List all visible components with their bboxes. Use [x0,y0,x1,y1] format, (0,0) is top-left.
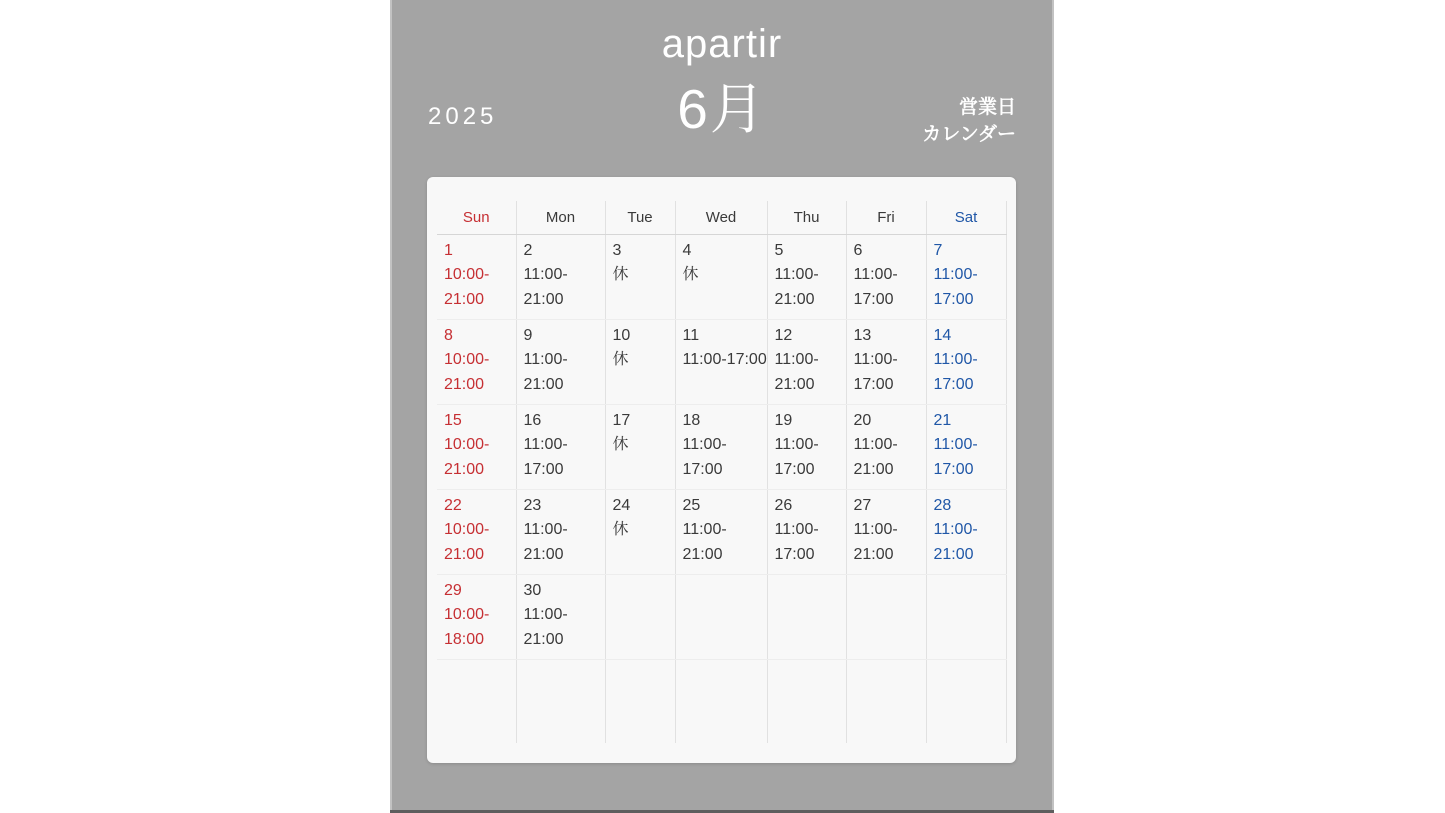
hours-line: 11:00- [682,436,727,453]
day-cell-12 [767,319,846,404]
calendar-type-label [922,94,1016,148]
calendar-card [427,177,1016,763]
day-cell-20 [846,404,926,489]
day-number: 3 [612,241,622,259]
day-number: 10 [612,326,631,344]
day-cell-19 [767,404,846,489]
empty-cell [437,659,516,743]
day-number: 17 [612,411,631,429]
hours-line: 11:00- [523,606,568,623]
empty-cell [926,659,1006,743]
empty-cell [675,659,767,743]
hours-line: 11:00- [933,351,978,368]
weekday-fri: Fri [846,201,926,234]
brand-logo: apartir [661,22,783,66]
week-row [437,404,1006,489]
hours-line: 休 [612,436,629,453]
hours-line: 11:00- [853,436,898,453]
empty-cell [605,574,675,659]
day-cell-8 [437,319,516,404]
hours-line: 10:00- [444,606,490,623]
empty-cell [767,659,846,743]
hours-line: 21:00 [523,630,564,648]
empty-cell [767,574,846,659]
day-number: 24 [612,496,631,514]
empty-cell [926,574,1006,659]
day-cell-9 [516,319,605,404]
empty-cell [675,574,767,659]
calendar-type-line2: カレンダー [922,124,1016,145]
day-number: 23 [523,496,542,514]
hours-line: 21:00 [523,545,564,563]
day-number: 25 [682,496,701,514]
hours-line: 21:00 [774,375,815,393]
weekday-sun: Sun [437,201,516,234]
hours-line: 休 [612,351,629,368]
hours-line: 10:00- [444,436,490,453]
day-number: 30 [523,581,542,599]
hours-line: 休 [612,266,629,283]
day-number: 4 [682,241,692,259]
hours-line: 21:00 [682,545,723,563]
day-number: 13 [853,326,872,344]
hours-line: 10:00- [444,351,490,368]
hours-line: 11:00- [853,351,898,368]
hours-line: 11:00- [523,351,568,368]
day-cell-21 [926,404,1006,489]
day-number: 7 [933,241,943,259]
hours-line: 17:00 [933,375,974,393]
hours-line: 21:00 [444,545,485,563]
empty-cell [846,659,926,743]
hours-line: 11:00- [933,266,978,283]
hours-line: 11:00- [774,521,819,538]
hours-line: 17:00 [853,375,894,393]
day-number: 16 [523,411,542,429]
day-cell-18 [675,404,767,489]
day-cell-22 [437,489,516,574]
day-cell-15 [437,404,516,489]
day-cell-30 [516,574,605,659]
day-number: 18 [682,411,701,429]
hours-line: 21:00 [444,375,485,393]
weekday-mon: Mon [516,201,605,234]
day-number: 6 [853,241,863,259]
day-number: 12 [774,326,793,344]
day-number: 26 [774,496,793,514]
week-row [437,319,1006,404]
hours-line: 21:00 [444,460,485,478]
day-cell-2 [516,234,605,319]
day-cell-5 [767,234,846,319]
hours-line: 11:00-17:00 [682,351,767,368]
calendar-type-line1: 営業日 [958,97,1016,118]
weekday-sat: Sat [926,201,1006,234]
day-cell-28 [926,489,1006,574]
hours-line: 17:00 [933,460,974,478]
day-number: 14 [933,326,952,344]
day-number: 27 [853,496,872,514]
hours-line: 21:00 [933,545,974,563]
hours-line: 11:00- [774,436,819,453]
weekday-tue: Tue [605,201,675,234]
hours-line: 17:00 [774,460,815,478]
day-number: 28 [933,496,952,514]
day-number: 22 [444,496,462,514]
day-cell-14 [926,319,1006,404]
hours-line: 21:00 [523,290,564,308]
day-cell-26 [767,489,846,574]
day-cell-13 [846,319,926,404]
hours-line: 休 [682,266,699,283]
hours-line: 18:00 [444,630,485,648]
day-cell-4 [675,234,767,319]
day-cell-11 [675,319,767,404]
weekday-header-row [437,201,1006,234]
hours-line: 17:00 [774,545,815,563]
hours-line: 21:00 [774,290,815,308]
day-cell-3 [605,234,675,319]
hours-line: 休 [612,521,629,538]
empty-cell [605,659,675,743]
hours-line: 21:00 [853,460,894,478]
hours-line: 10:00- [444,521,490,538]
weekday-thu: Thu [767,201,846,234]
hours-line: 11:00- [523,436,568,453]
hours-line: 21:00 [523,375,564,393]
hours-line: 11:00- [682,521,727,538]
hours-line: 10:00- [444,266,490,283]
day-cell-24 [605,489,675,574]
week-row [437,659,1006,743]
week-row [437,234,1006,319]
year-label: 2025 [428,103,498,130]
hours-line: 11:00- [774,351,819,368]
day-cell-6 [846,234,926,319]
day-cell-16 [516,404,605,489]
day-cell-23 [516,489,605,574]
hours-line: 11:00- [933,436,978,453]
day-number: 20 [853,411,872,429]
day-number: 15 [444,411,462,429]
day-cell-1 [437,234,516,319]
hours-line: 11:00- [853,266,898,283]
empty-cell [846,574,926,659]
day-number: 21 [933,411,952,429]
weekday-wed: Wed [675,201,767,234]
hours-line: 17:00 [682,460,723,478]
hours-line: 17:00 [523,460,564,478]
hours-line: 11:00- [774,266,819,283]
day-number: 11 [682,326,700,344]
day-cell-25 [675,489,767,574]
day-number: 9 [523,326,533,344]
day-cell-29 [437,574,516,659]
hours-line: 11:00- [853,521,898,538]
hours-line: 17:00 [933,290,974,308]
hours-line: 11:00- [933,521,978,538]
calendar-body [437,234,1006,743]
day-cell-10 [605,319,675,404]
day-number: 29 [444,581,462,599]
calendar-table [437,201,1007,743]
day-number: 2 [523,241,533,259]
calendar-poster [390,0,1054,813]
week-row [437,489,1006,574]
empty-cell [516,659,605,743]
day-number: 8 [444,326,453,344]
day-number: 5 [774,241,784,259]
hours-line: 11:00- [523,521,568,538]
hours-line: 21:00 [853,545,894,563]
week-row [437,574,1006,659]
month-title: 6月 [677,78,767,140]
day-cell-27 [846,489,926,574]
day-number: 1 [444,241,453,259]
day-cell-7 [926,234,1006,319]
hours-line: 17:00 [853,290,894,308]
hours-line: 21:00 [444,290,485,308]
day-cell-17 [605,404,675,489]
day-number: 19 [774,411,793,429]
hours-line: 11:00- [523,266,568,283]
